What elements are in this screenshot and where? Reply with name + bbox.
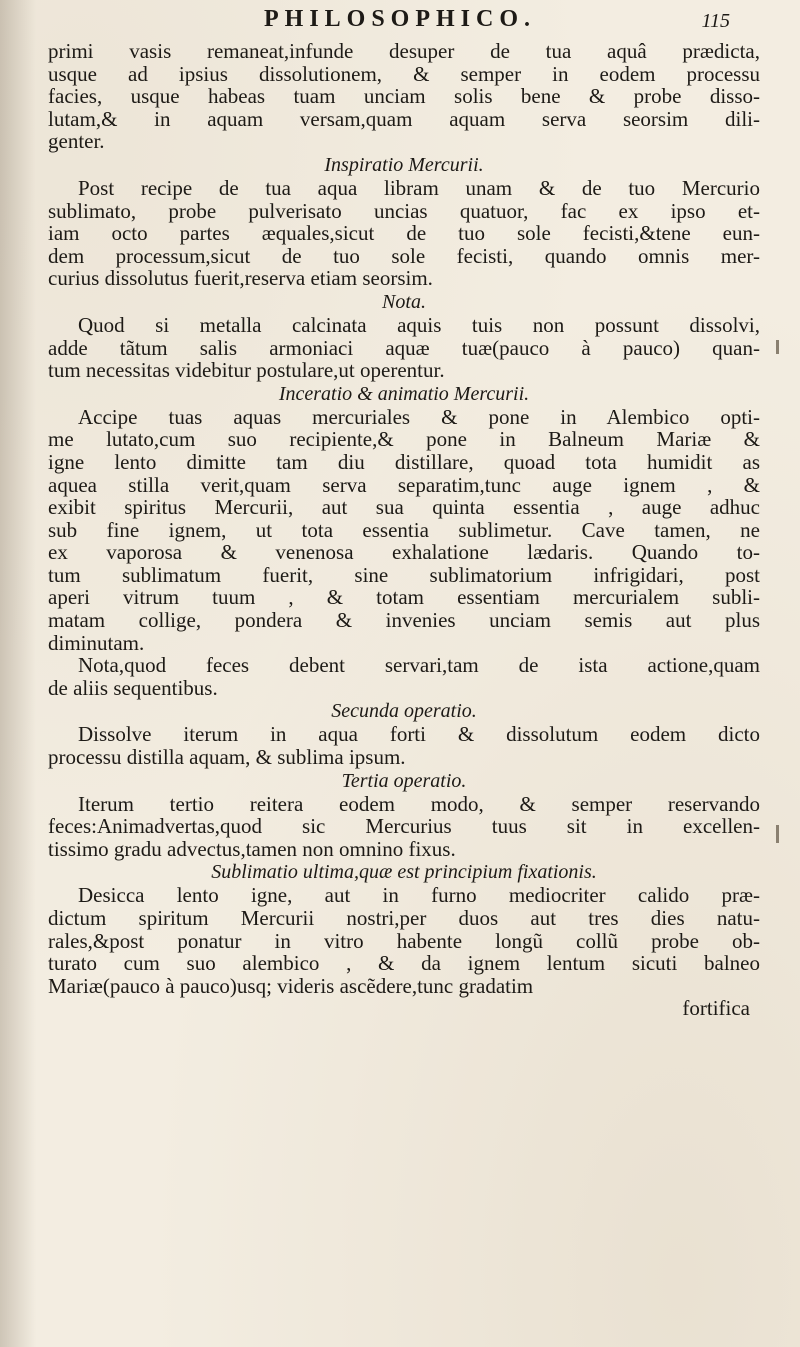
text-line: de aliis sequentibus. [48, 675, 218, 700]
text-line: Nota,quod feces debent servari,tam de ista actione,quam [78, 653, 760, 678]
paragraph [48, 884, 760, 997]
page-header [0, 6, 800, 40]
text-line: Dissolve iterum in aqua forti & dissolutum eodem dicto [78, 722, 760, 747]
text-line: adde tãtum salis armoniaci aquæ tuæ(pauco à pauco) quan- [48, 335, 760, 360]
text-line: tissimo gradu advectus,tamen non omnino fixus. [48, 836, 456, 861]
text-line: tum sublimatum fuerit, sine sublimatorium infrigidari, post [48, 562, 760, 587]
section-heading: Tertia operatio. [341, 769, 467, 792]
paragraph [48, 406, 760, 655]
paragraph [48, 793, 760, 861]
text-line: iam octo partes æquales,sicut de tuo sole fecisti,&tene eun- [48, 221, 760, 246]
text-line: exibit spiritus Mercurii, aut sua quinta essentia , auge adhuc [48, 495, 760, 520]
text-line: Quod si metalla calcinata aquis tuis non possunt dissolvi, [78, 312, 760, 337]
paragraph [48, 177, 760, 290]
section-heading: Inspiratio Mercurii. [324, 153, 484, 176]
text-line: curius dissolutus fuerit,reserva etiam seorsim. [48, 266, 433, 291]
text-line: Accipe tuas aquas mercuriales & pone in Alembico opti- [78, 404, 760, 429]
text-line: primi vasis remaneat,infunde desuper de tua aquâ prædicta, [48, 39, 760, 63]
text-line: Iterum tertio reitera eodem modo, & semper reservando [78, 791, 760, 816]
text-line: me lutato,cum suo recipiente,& pone in Balneum Mariæ & [48, 427, 760, 452]
text-line: turato cum suo alembico , & da ignem lentum sicuti balneo [48, 951, 760, 976]
text-line: tum necessitas videbitur postulare,ut operentur. [48, 358, 445, 383]
text-line: processu distilla aquam, & sublima ipsum. [48, 745, 406, 770]
text-line: aquea stilla verit,quam serva separatim,tunc auge ignem , & [48, 472, 760, 497]
text-line: dictum spiritum Mercurii nostri,per duos aut tres dies natu- [48, 906, 760, 930]
page-gutter-shadow [0, 0, 36, 1347]
margin-mark [776, 825, 779, 843]
text-line: sublimato, probe pulverisato uncias quatuor, fac ex ipso et- [48, 198, 760, 223]
text-line: genter. [48, 129, 105, 154]
section-heading: Inceratio & animatio Mercurii. [278, 382, 530, 405]
catchword: fortifica [682, 996, 750, 1021]
text-line: Desicca lento igne, aut in furno mediocriter calido præ- [78, 883, 760, 908]
running-head: PHILOSOPHICO. [263, 6, 537, 32]
margin-mark [776, 340, 779, 354]
text-line: facies, usque habeas tuam unciam solis bene & probe disso- [48, 84, 760, 109]
text-line: sub fine ignem, ut tota essentia sublimetur. Cave tamen, ne [48, 517, 760, 542]
text-line: lutam,& in aquam versam,quam aquam serva seorsim dili- [48, 106, 760, 131]
text-line: rales,&post ponatur in vitro habente longũ collũ probe ob- [48, 928, 760, 953]
section-heading: Sublimatio ultima,quæ est principium fixationis. [211, 861, 597, 884]
paragraph [48, 654, 760, 699]
paragraph [48, 314, 760, 382]
text-line: Post recipe de tua aqua libram unam & de tuo Mercurio [78, 175, 760, 200]
text-line: feces:Animadvertas,quod sic Mercurius tuus sit in excellen- [48, 814, 760, 839]
text-line: aperi vitrum tuum , & totam essentiam mercurialem subli- [48, 585, 760, 610]
text-line: ex vaporosa & venenosa exhalatione lædaris. Quando to- [48, 540, 760, 565]
section-heading: Secunda operatio. [331, 700, 477, 723]
text-line: diminutam. [48, 630, 145, 655]
text-line: usque ad ipsius dissolutionem, & semper in eodem processu [48, 61, 760, 86]
page-body [48, 40, 760, 1020]
section-heading: Nota. [382, 290, 426, 313]
page-number: 115 [701, 10, 730, 32]
paragraph [48, 723, 760, 768]
paragraph [48, 40, 760, 153]
text-line: Mariæ(pauco à pauco)usq; videris ascẽdere,tunc gradatim [48, 973, 534, 998]
text-line: igne lento dimitte tam diu distillare, quoad tota humidit as [48, 449, 760, 474]
text-line: dem processum,sicut de tuo sole fecisti, quando omnis mer- [48, 243, 760, 268]
text-line: matam collige, pondera & invenies unciam semis aut plus [48, 608, 760, 633]
